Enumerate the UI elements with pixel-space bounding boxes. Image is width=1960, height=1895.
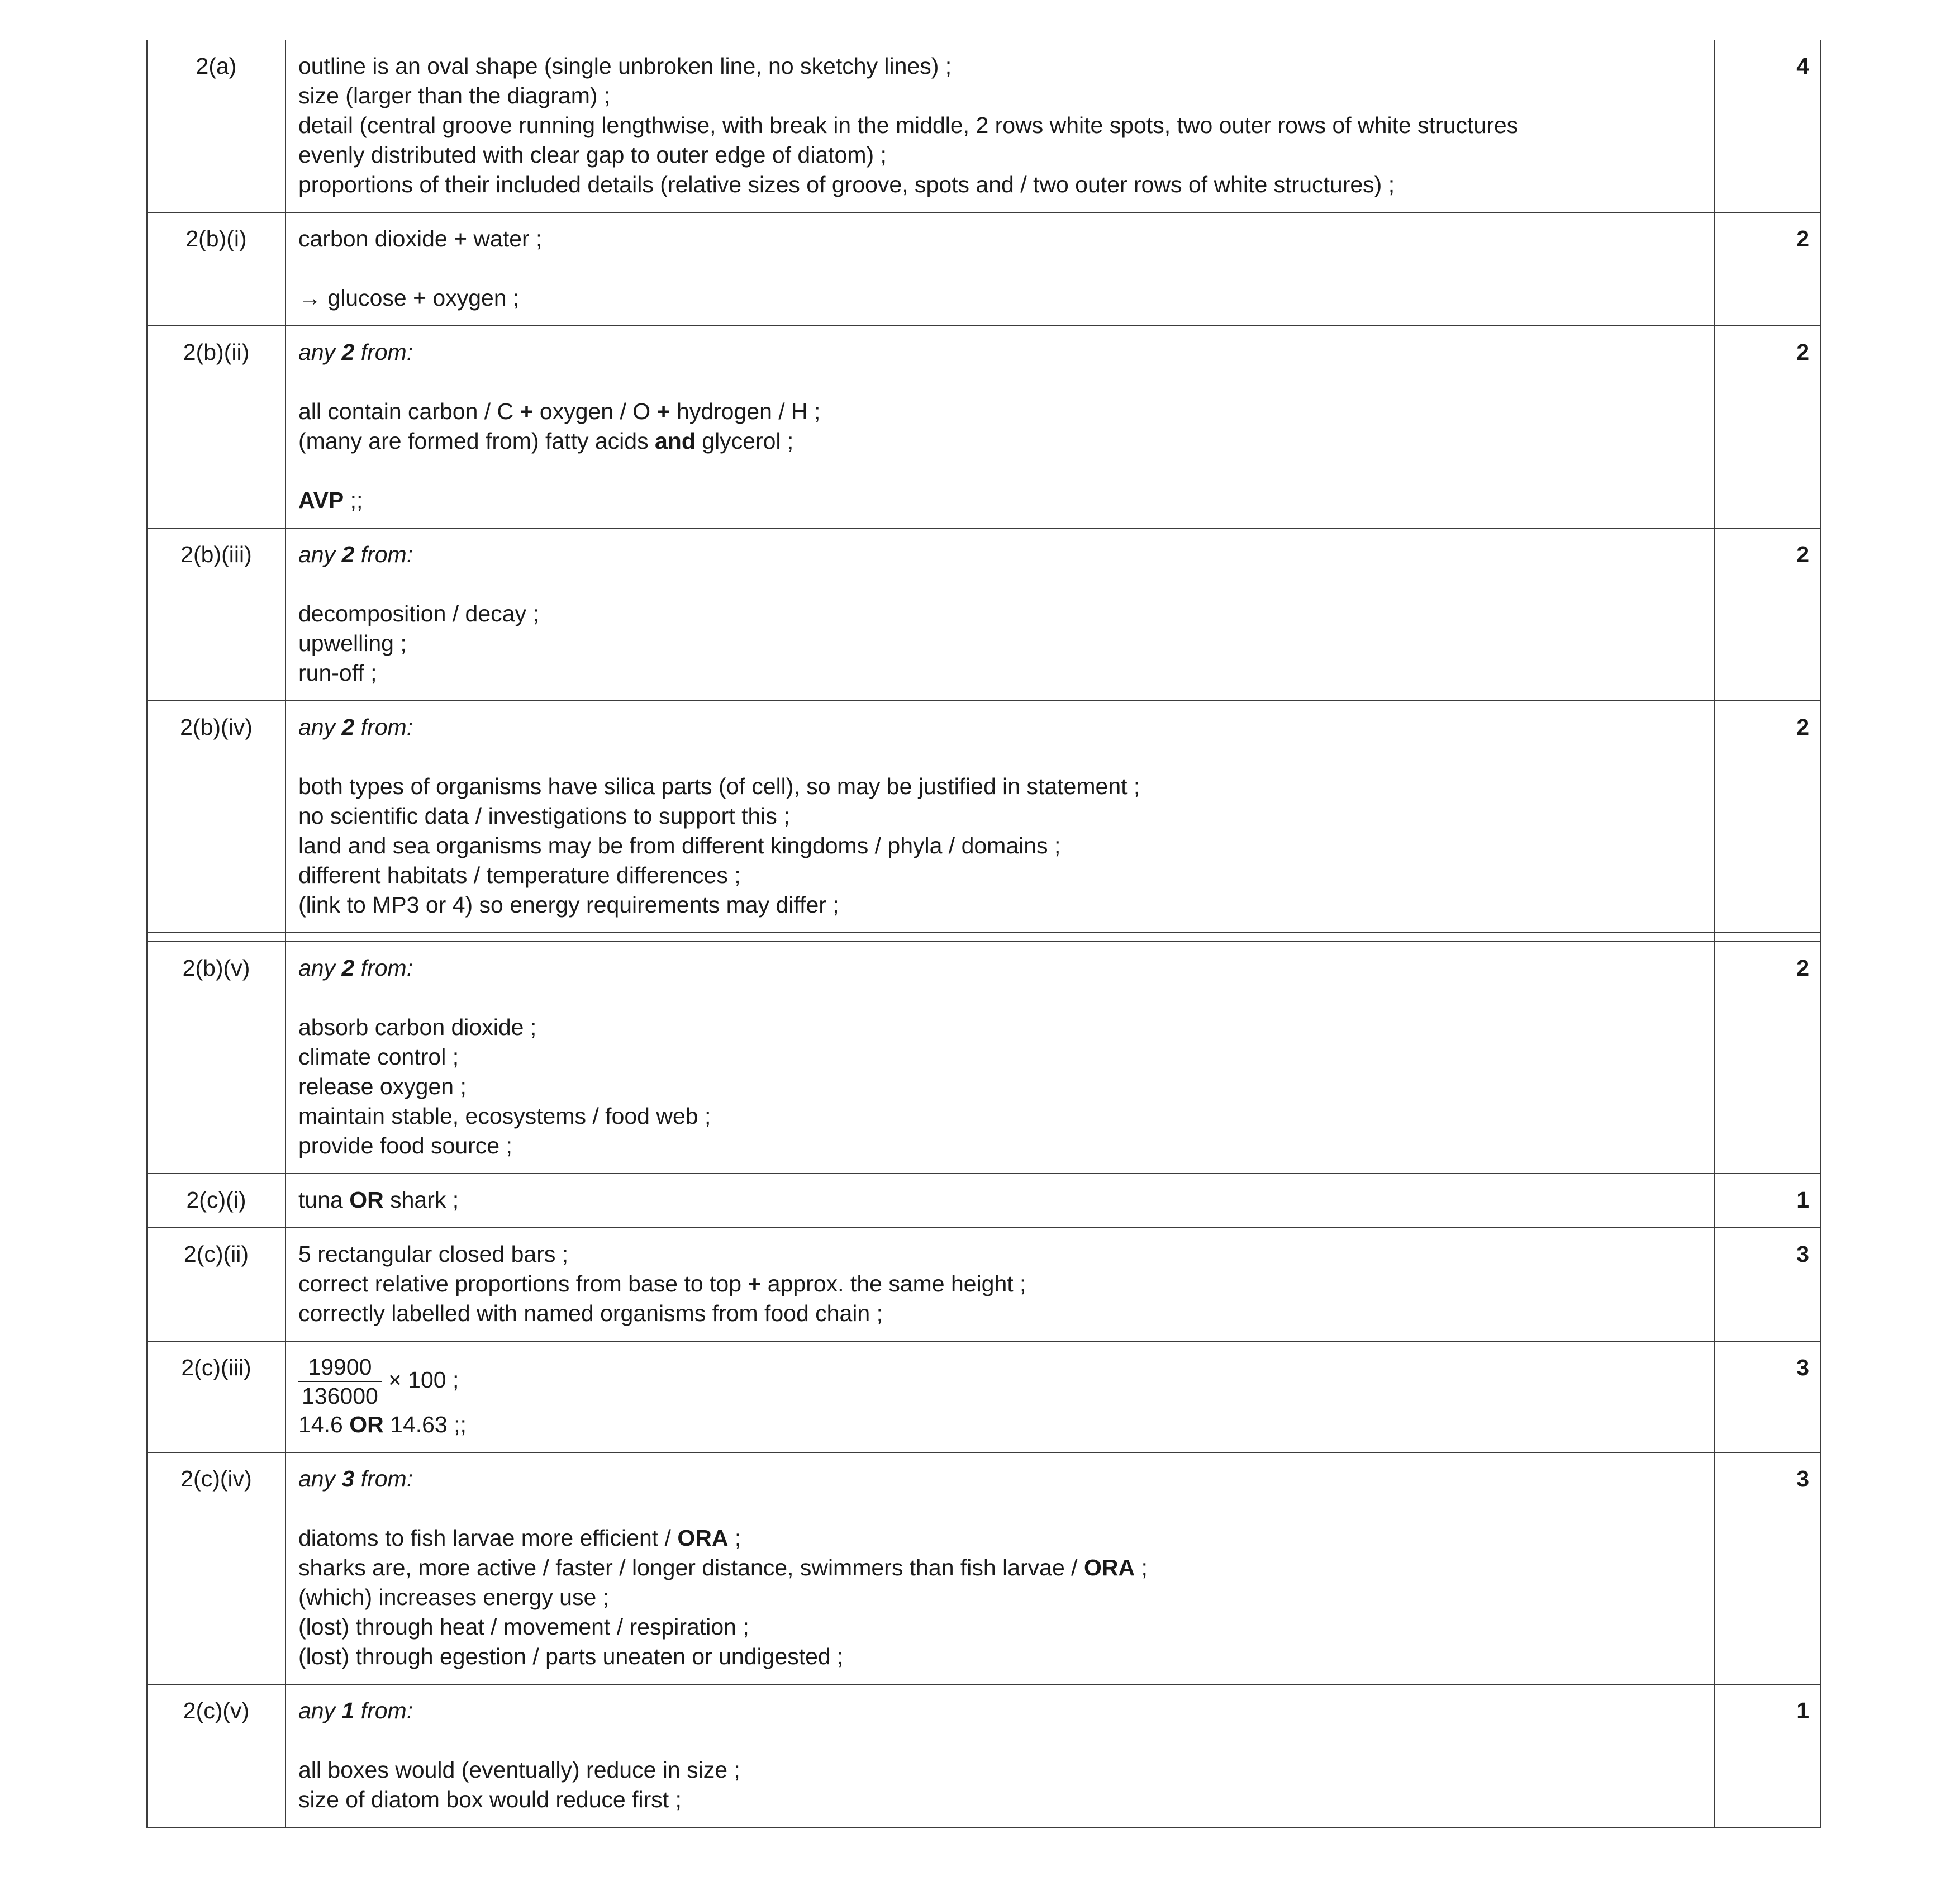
- any-from-instruction: [298, 1464, 1702, 1494]
- answer-cell: [286, 1341, 1715, 1452]
- answer-cell: [286, 40, 1715, 212]
- numerator: 19900: [298, 1353, 382, 1382]
- emphasis-text: OR: [349, 1187, 384, 1213]
- answer-line: detail (central groove running lengthwise, with break in the middle, 2 rows white spots, two outer rows of white structures: [298, 112, 1519, 138]
- emphasis-text: ORA: [1083, 1555, 1135, 1580]
- emphasis-text: ORA: [677, 1525, 729, 1551]
- answer-row: [147, 212, 1821, 326]
- marks-cell: 2: [1715, 942, 1821, 1174]
- instruction-count: 3: [341, 1466, 355, 1492]
- answer-row: [147, 1452, 1821, 1684]
- instruction-prefix: any: [298, 955, 342, 981]
- question-number: 2(c)(v): [147, 1684, 286, 1827]
- answer-line: [298, 1523, 1702, 1553]
- answer-row: [147, 942, 1821, 1174]
- answer-line: [298, 1269, 1702, 1299]
- instruction-count: 2: [341, 542, 355, 567]
- instruction-suffix: from:: [354, 339, 413, 365]
- answer-cell: [286, 326, 1715, 528]
- answer-line: upwelling ;: [298, 630, 407, 656]
- instruction-suffix: from:: [354, 955, 413, 981]
- answer-line: all boxes would (eventually) reduce in size ;: [298, 1757, 740, 1783]
- answer-line: run-off ;: [298, 660, 377, 686]
- instruction-suffix: from:: [354, 1698, 413, 1723]
- any-from-instruction: [298, 1696, 1702, 1726]
- question-number: 2(b)(iii): [147, 528, 286, 701]
- question-number: 2(b)(i): [147, 212, 286, 326]
- marks-cell: 2: [1715, 212, 1821, 326]
- emphasis-text: AVP: [298, 487, 344, 513]
- answer-text: approx. the same height ;: [761, 1271, 1026, 1296]
- answer-line: [298, 254, 1702, 283]
- answer-line: decomposition / decay ;: [298, 601, 539, 626]
- answer-line: both types of organisms have silica parts (of cell), so may be justified in statement ;: [298, 773, 1140, 799]
- marks-cell: 2: [1715, 326, 1821, 528]
- answer-row: [147, 528, 1821, 701]
- answer-text: (many are formed from) fatty acids: [298, 428, 655, 454]
- answer-text: hydrogen / H ;: [670, 398, 821, 424]
- answer-row: [147, 701, 1821, 933]
- answer-line: carbon dioxide + water ;: [298, 226, 543, 251]
- question-number: 2(b)(v): [147, 942, 286, 1174]
- mark-scheme-table: [146, 40, 1821, 1828]
- marks-cell: 4: [1715, 40, 1821, 212]
- answer-text: oxygen / O: [533, 398, 657, 424]
- answer-text: ;;: [344, 487, 363, 513]
- instruction-prefix: any: [298, 714, 342, 740]
- fraction-expression: [298, 1353, 1702, 1410]
- answer-row: [147, 326, 1821, 528]
- answer-text: sharks are, more active / faster / longer distance, swimmers than fish larvae /: [298, 1555, 1084, 1580]
- answer-text: correct relative proportions from base to top: [298, 1271, 748, 1296]
- answer-line: provide food source ;: [298, 1133, 512, 1158]
- answer-text: 14.63 ;;: [383, 1412, 467, 1437]
- emphasis-text: +: [656, 398, 670, 424]
- instruction-count: 1: [341, 1698, 355, 1723]
- question-number: 2(b)(ii): [147, 326, 286, 528]
- answer-line: [298, 1185, 1702, 1215]
- marks-cell: 1: [1715, 1174, 1821, 1228]
- marks-cell: 3: [1715, 1228, 1821, 1341]
- answer-line: proportions of their included details (relative sizes of groove, spots and / two outer rows of white structures) ;: [298, 172, 1395, 197]
- answer-row: [147, 1174, 1821, 1228]
- answer-line: [298, 1239, 1702, 1269]
- denominator: 136000: [302, 1383, 378, 1409]
- question-number: 2(b)(iv): [147, 701, 286, 933]
- answer-text: (lost) through egestion / parts uneaten or undigested ;: [298, 1644, 844, 1669]
- answer-line: [298, 486, 1702, 515]
- answer-line: → glucose + oxygen ;: [298, 285, 520, 311]
- instruction-count: 2: [341, 714, 355, 740]
- answer-line: outline is an oval shape (single unbroken line, no sketchy lines) ;: [298, 53, 952, 79]
- separator-cell: [147, 933, 286, 942]
- page-break-separator: [147, 933, 1821, 942]
- answer-text: tuna: [298, 1187, 350, 1213]
- marks-cell: 1: [1715, 1684, 1821, 1827]
- marks-cell: 3: [1715, 1452, 1821, 1684]
- answer-text: shark ;: [383, 1187, 459, 1213]
- emphasis-text: +: [748, 1271, 762, 1296]
- answer-cell: [286, 1174, 1715, 1228]
- answer-cell: [286, 1452, 1715, 1684]
- separator-cell: [1715, 933, 1821, 942]
- answer-line: (link to MP3 or 4) so energy requirements may differ ;: [298, 892, 839, 918]
- any-from-instruction: [298, 713, 1702, 742]
- answer-line: evenly distributed with clear gap to outer edge of diatom) ;: [298, 142, 887, 168]
- answer-line: size of diatom box would reduce first ;: [298, 1787, 682, 1812]
- any-from-instruction: [298, 953, 1702, 983]
- any-from-instruction: [298, 338, 1702, 367]
- answer-line: no scientific data / investigations to support this ;: [298, 803, 790, 829]
- answer-line: [298, 1410, 1702, 1440]
- answer-line: climate control ;: [298, 1044, 459, 1070]
- answer-line: [298, 456, 1702, 486]
- question-number: 2(c)(ii): [147, 1228, 286, 1341]
- answer-row: [147, 1341, 1821, 1452]
- emphasis-text: +: [520, 398, 534, 424]
- answer-text: correctly labelled with named organisms from food chain ;: [298, 1300, 883, 1326]
- answer-row: [147, 40, 1821, 212]
- answer-line: [298, 426, 1702, 456]
- answer-line: absorb carbon dioxide ;: [298, 1014, 537, 1040]
- instruction-count: 2: [341, 339, 355, 365]
- answer-text: diatoms to fish larvae more efficient /: [298, 1525, 678, 1551]
- answer-cell: [286, 1228, 1715, 1341]
- answer-line: release oxygen ;: [298, 1074, 467, 1099]
- question-number: 2(c)(i): [147, 1174, 286, 1228]
- any-from-instruction: [298, 540, 1702, 569]
- answer-text: 5 rectangular closed bars ;: [298, 1241, 569, 1267]
- separator-cell: [286, 933, 1715, 942]
- instruction-prefix: any: [298, 339, 342, 365]
- answer-line: [298, 397, 1702, 426]
- answer-line: [298, 1612, 1702, 1642]
- emphasis-text: and: [654, 428, 696, 454]
- answer-text: all contain carbon / C: [298, 398, 520, 424]
- answer-cell: [286, 212, 1715, 326]
- answer-text: ;: [1135, 1555, 1148, 1580]
- instruction-prefix: any: [298, 1698, 342, 1723]
- instruction-prefix: any: [298, 1466, 342, 1492]
- answer-row: [147, 1228, 1821, 1341]
- question-number: 2(a): [147, 40, 286, 212]
- answer-text: (lost) through heat / movement / respiration ;: [298, 1614, 749, 1640]
- marks-cell: 2: [1715, 528, 1821, 701]
- answer-line: land and sea organisms may be from different kingdoms / phyla / domains ;: [298, 833, 1061, 858]
- question-number: 2(c)(iii): [147, 1341, 286, 1452]
- answer-text: 14.6: [298, 1412, 350, 1437]
- answer-row: [147, 1684, 1821, 1827]
- answer-line: different habitats / temperature differences ;: [298, 862, 741, 888]
- question-number: 2(c)(iv): [147, 1452, 286, 1684]
- answer-text: glycerol ;: [695, 428, 794, 454]
- instruction-prefix: any: [298, 542, 342, 567]
- answer-line: maintain stable, ecosystems / food web ;: [298, 1103, 711, 1129]
- fraction: [298, 1353, 382, 1410]
- instruction-count: 2: [341, 955, 355, 981]
- answer-cell: [286, 942, 1715, 1174]
- marks-cell: 2: [1715, 701, 1821, 933]
- instruction-suffix: from:: [354, 1466, 413, 1492]
- answer-line: [298, 1299, 1702, 1328]
- answer-cell: [286, 701, 1715, 933]
- answer-text: (which) increases energy use ;: [298, 1584, 610, 1610]
- mark-scheme-body: [147, 40, 1821, 1827]
- answer-line: size (larger than the diagram) ;: [298, 83, 611, 108]
- answer-line: [298, 1553, 1702, 1583]
- multiplier-text: × 100 ;: [388, 1366, 459, 1393]
- answer-cell: [286, 1684, 1715, 1827]
- answer-line: [298, 1642, 1702, 1671]
- emphasis-text: OR: [349, 1412, 384, 1437]
- answer-cell: [286, 528, 1715, 701]
- answer-line: [298, 1583, 1702, 1612]
- marks-cell: 3: [1715, 1341, 1821, 1452]
- answer-text: ;: [728, 1525, 741, 1551]
- instruction-suffix: from:: [354, 542, 413, 567]
- instruction-suffix: from:: [354, 714, 413, 740]
